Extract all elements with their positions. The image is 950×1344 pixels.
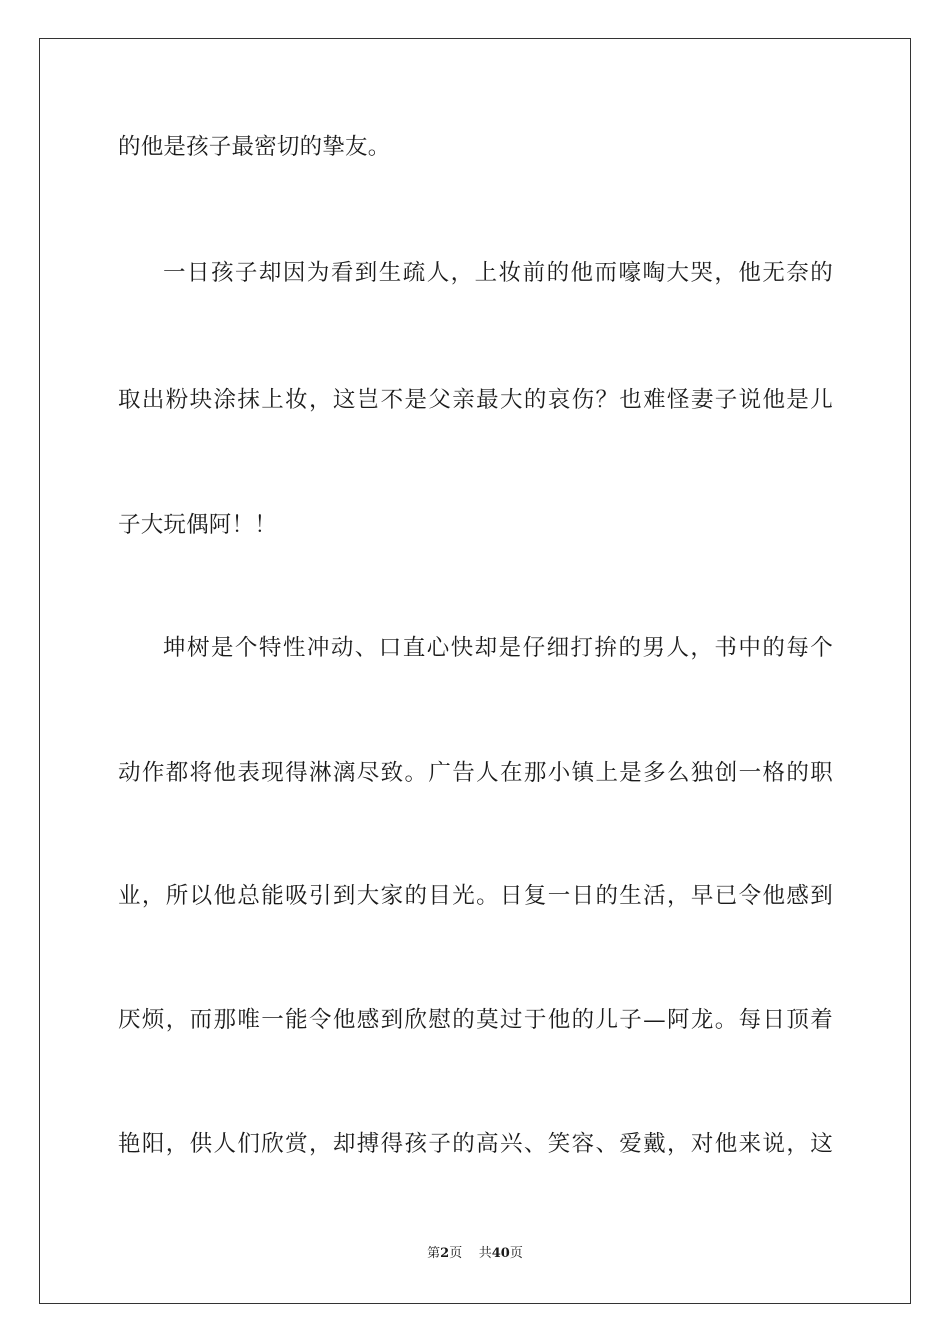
- text-line-8: 厌烦，而那唯一能令他感到欣慰的莫过于他的儿子—阿龙。每日顶着: [118, 1007, 833, 1033]
- page-footer: [0, 1244, 950, 1264]
- text-line-3: 取出粉块涂抹上妆，这岂不是父亲最大的哀伤？也难怪妻子说他是儿: [118, 387, 833, 413]
- text-line-9: 艳阳，供人们欣赏，却搏得孩子的高兴、笑容、爱戴，对他来说，这: [118, 1131, 833, 1157]
- footer-page-number: 2: [440, 1246, 450, 1261]
- text-line-2: 一日孩子却因为看到生疏人，上妆前的他而嚎啕大哭，他无奈的: [163, 260, 833, 286]
- text-line-4: 子大玩偶阿！！: [118, 512, 277, 538]
- page-border: [39, 38, 911, 1304]
- footer-page-prefix: 第: [427, 1246, 441, 1261]
- footer-total-suffix: 页: [509, 1246, 523, 1261]
- text-line-6: 动作都将他表现得淋漓尽致。广告人在那小镇上是多么独创一格的职: [118, 760, 833, 786]
- footer-page-suffix: 页: [449, 1246, 463, 1261]
- footer-total-pages: 40: [491, 1246, 510, 1261]
- footer-total-prefix: 共: [478, 1246, 492, 1261]
- text-line-5: 坤树是个特性冲动、口直心快却是仔细打拚的男人，书中的每个: [163, 635, 833, 661]
- text-line-1: 的他是孩子最密切的挚友。: [118, 134, 391, 160]
- text-line-7: 业，所以他总能吸引到大家的目光。日复一日的生活，早已令他感到: [118, 883, 833, 909]
